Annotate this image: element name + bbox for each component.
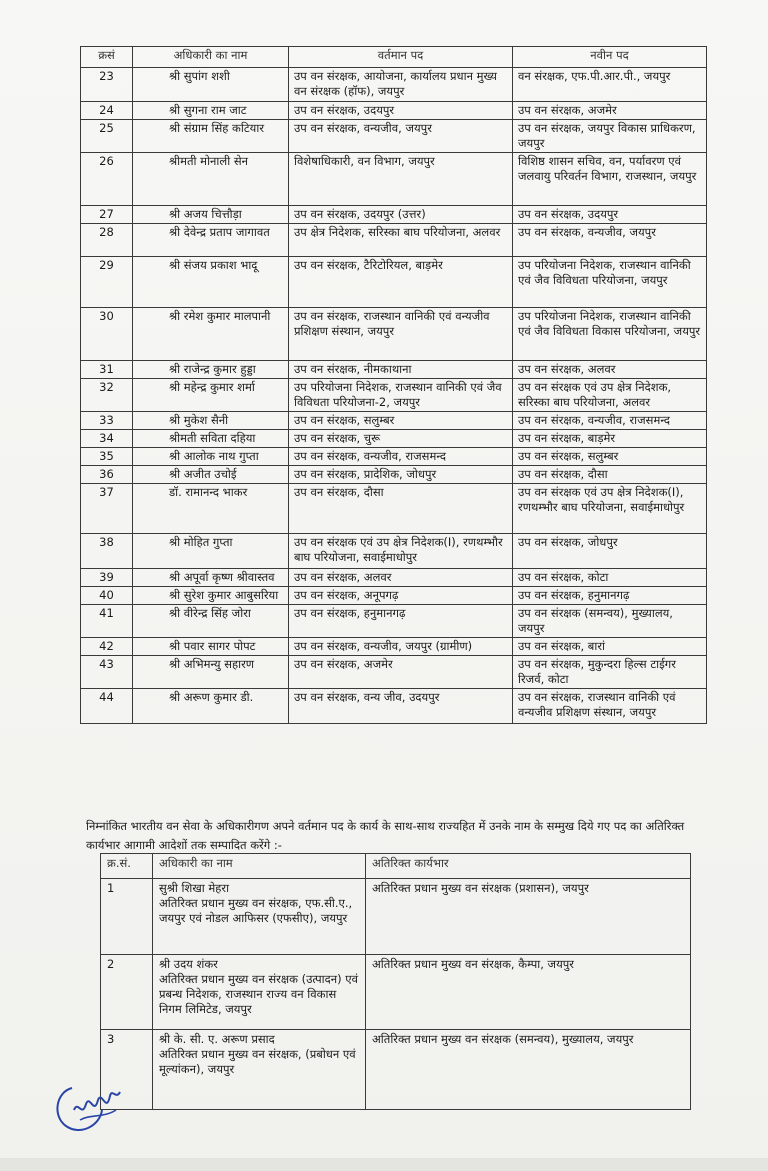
new-post-cell: उप वन संरक्षक एवं उप क्षेत्र निदेशक(I), रणथम्भौर बाघ परियोजना, सवाईमाधोपुर xyxy=(513,484,707,534)
new-post-cell: उप वन संरक्षक, कोटा xyxy=(513,569,707,587)
table-row xyxy=(81,587,707,605)
current-post-cell: उप परियोजना निदेशक, राजस्थान वानिकी एवं जैव विविधता परियोजना-2, जयपुर xyxy=(289,379,513,412)
sr-cell: 44 xyxy=(81,689,133,724)
additional-charge-cell: अतिरिक्त प्रधान मुख्य वन संरक्षक (प्रशासन), जयपुर xyxy=(366,879,691,955)
new-post-cell: उप वन संरक्षक, जोधपुर xyxy=(513,534,707,569)
header-current-post: वर्तमान पद xyxy=(289,47,513,68)
sr-cell: 40 xyxy=(81,587,133,605)
sr-cell: 36 xyxy=(81,466,133,484)
page-bottom-edge xyxy=(0,1158,768,1171)
header-new-post: नवीन पद xyxy=(513,47,707,68)
sr-cell: 30 xyxy=(81,308,133,361)
officer-name-cell: श्री आलोक नाथ गुप्ता xyxy=(133,448,289,466)
table-row xyxy=(81,120,707,153)
officer-name-cell: डॉ. रामानन्द भाकर xyxy=(133,484,289,534)
officer-name-cell: श्री राजेन्द्र कुमार हुड्डा xyxy=(133,361,289,379)
sr-cell: 35 xyxy=(81,448,133,466)
sr-cell: 26 xyxy=(81,153,133,206)
header-name: अधिकारी का नाम xyxy=(153,854,366,879)
current-post-cell: उप क्षेत्र निदेशक, सरिस्का बाघ परियोजना, अलवर xyxy=(289,224,513,257)
sr-cell: 1 xyxy=(101,879,153,955)
officer-name-cell: श्री सुपांग शशी xyxy=(133,68,289,102)
officer-name-cell: श्री महेन्द्र कुमार शर्मा xyxy=(133,379,289,412)
table-row xyxy=(81,605,707,638)
table-row xyxy=(81,68,707,102)
officer-name-cell: श्री अभिमन्यु सहारण xyxy=(133,656,289,689)
sr-cell: 39 xyxy=(81,569,133,587)
officer-name-cell: श्री मोहित गुप्ता xyxy=(133,534,289,569)
sr-cell: 38 xyxy=(81,534,133,569)
new-post-cell: उप परियोजना निदेशक, राजस्थान वानिकी एवं जैव विविधता विकास परियोजना, जयपुर xyxy=(513,308,707,361)
current-post-cell: विशेषाधिकारी, वन विभाग, जयपुर xyxy=(289,153,513,206)
officer-current-post: अतिरिक्त प्रधान मुख्य वन संरक्षक, एफ.सी.ए., जयपुर एवं नोडल आफिसर (एफसीए), जयपुर xyxy=(159,896,353,925)
current-post-cell: उप वन संरक्षक, अजमेर xyxy=(289,656,513,689)
sr-cell: 33 xyxy=(81,412,133,430)
additional-charge-table xyxy=(100,853,691,1110)
additional-charge-note: निम्नांकित भारतीय वन सेवा के अधिकारीगण अपने वर्तमान पद के कार्य के साथ-साथ राज्यहित में उनके नाम के सम्मुख दिये गए पद का अतिरिक्त कार्यभार आगामी आदेशों तक सम्पादित करेंगे :- xyxy=(86,818,685,852)
current-post-cell: उप वन संरक्षक, उदयपुर xyxy=(289,102,513,120)
table-row xyxy=(81,689,707,724)
current-post-cell: उप वन संरक्षक, वन्यजीव, राजसमन्द xyxy=(289,448,513,466)
current-post-cell: उप वन संरक्षक, वन्यजीव, जयपुर xyxy=(289,120,513,153)
new-post-cell: उप वन संरक्षक, वन्यजीव, राजसमन्द xyxy=(513,412,707,430)
new-post-cell: उप वन संरक्षक, दौसा xyxy=(513,466,707,484)
officer-name: श्री के. सी. ए. अरूण प्रसाद xyxy=(159,1032,275,1046)
additional-charge-table-body xyxy=(101,879,691,1110)
new-post-cell: उप वन संरक्षक एवं उप क्षेत्र निदेशक, सरिस्का बाघ परियोजना, अलवर xyxy=(513,379,707,412)
table-row xyxy=(81,656,707,689)
table-row xyxy=(81,379,707,412)
current-post-cell: उप वन संरक्षक, प्रादेशिक, जोधपुर xyxy=(289,466,513,484)
officer-cell xyxy=(153,955,366,1030)
current-post-cell: उप वन संरक्षक, वन्य जीव, उदयपुर xyxy=(289,689,513,724)
new-post-cell: उप वन संरक्षक, राजस्थान वानिकी एवं वन्यजीव प्रशिक्षण संस्थान, जयपुर xyxy=(513,689,707,724)
officer-name-cell: श्री अजीत उचोई xyxy=(133,466,289,484)
table-row xyxy=(81,257,707,308)
table-row xyxy=(81,102,707,120)
current-post-cell: उप वन संरक्षक, दौसा xyxy=(289,484,513,534)
table-row xyxy=(81,153,707,206)
table-row xyxy=(81,206,707,224)
new-post-cell: उप परियोजना निदेशक, राजस्थान वानिकी एवं जैव विविधता परियोजना, जयपुर xyxy=(513,257,707,308)
table-row xyxy=(81,466,707,484)
table-row xyxy=(101,955,691,1030)
current-post-cell: उप वन संरक्षक, नीमकाथाना xyxy=(289,361,513,379)
sr-cell: 42 xyxy=(81,638,133,656)
table-row xyxy=(81,224,707,257)
current-post-cell: उप वन संरक्षक, चुरू xyxy=(289,430,513,448)
table-row xyxy=(81,361,707,379)
sr-cell: 29 xyxy=(81,257,133,308)
new-post-cell: उप वन संरक्षक, वन्यजीव, जयपुर xyxy=(513,224,707,257)
current-post-cell: उप वन संरक्षक, उदयपुर (उत्तर) xyxy=(289,206,513,224)
signature-mark xyxy=(50,1070,130,1140)
header-sr: क्रसं xyxy=(81,47,133,68)
officer-name-cell: श्री सुगना राम जाट xyxy=(133,102,289,120)
table-row xyxy=(81,430,707,448)
header-additional-charge: अतिरिक्त कार्यभार xyxy=(366,854,691,879)
sr-cell: 25 xyxy=(81,120,133,153)
new-post-cell: विशिष्ठ शासन सचिव, वन, पर्यावरण एवं जलवायु परिवर्तन विभाग, राजस्थान, जयपुर xyxy=(513,153,707,206)
sr-cell: 41 xyxy=(81,605,133,638)
new-post-cell: उप वन संरक्षक, अलवर xyxy=(513,361,707,379)
sr-cell: 2 xyxy=(101,955,153,1030)
current-post-cell: उप वन संरक्षक, अनूपगढ़ xyxy=(289,587,513,605)
header-name: अधिकारी का नाम xyxy=(133,47,289,68)
table-header-row xyxy=(101,854,691,879)
current-post-cell: उप वन संरक्षक, सलुम्बर xyxy=(289,412,513,430)
officer-name: श्री उदय शंकर xyxy=(159,957,218,971)
officer-name-cell: श्री संजय प्रकाश भादू xyxy=(133,257,289,308)
new-post-cell: उप वन संरक्षक, उदयपुर xyxy=(513,206,707,224)
table-row xyxy=(101,879,691,955)
officer-name-cell: श्रीमती सविता दहिया xyxy=(133,430,289,448)
table-row xyxy=(81,308,707,361)
additional-charge-cell: अतिरिक्त प्रधान मुख्य वन संरक्षक (समन्वय), मुख्यालय, जयपुर xyxy=(366,1030,691,1110)
officer-name-cell: श्री अजय चित्तौड़ा xyxy=(133,206,289,224)
sr-cell: 3 xyxy=(101,1030,153,1110)
officer-cell xyxy=(153,879,366,955)
officer-name: सुश्री शिखा मेहरा xyxy=(159,881,230,895)
officer-name-cell: श्री अपूर्वा कृष्ण श्रीवास्तव xyxy=(133,569,289,587)
officer-name-cell: श्री पवार सागर पोपट xyxy=(133,638,289,656)
sr-cell: 43 xyxy=(81,656,133,689)
officer-name-cell: श्रीमती मोनाली सेन xyxy=(133,153,289,206)
table-row xyxy=(81,448,707,466)
officer-cell xyxy=(153,1030,366,1110)
sr-cell: 31 xyxy=(81,361,133,379)
table-row xyxy=(81,569,707,587)
table-row xyxy=(81,484,707,534)
current-post-cell: उप वन संरक्षक, वन्यजीव, जयपुर (ग्रामीण) xyxy=(289,638,513,656)
sr-cell: 37 xyxy=(81,484,133,534)
current-post-cell: उप वन संरक्षक, राजस्थान वानिकी एवं वन्यजीव प्रशिक्षण संस्थान, जयपुर xyxy=(289,308,513,361)
transfer-table xyxy=(80,46,707,724)
sr-cell: 24 xyxy=(81,102,133,120)
new-post-cell: उप वन संरक्षक, जयपुर विकास प्राधिकरण, जयपुर xyxy=(513,120,707,153)
transfer-table-body xyxy=(81,68,707,724)
new-post-cell: उप वन संरक्षक, बाड़मेर xyxy=(513,430,707,448)
sr-cell: 23 xyxy=(81,68,133,102)
officer-name-cell: श्री मुकेश सैनी xyxy=(133,412,289,430)
current-post-cell: उप वन संरक्षक एवं उप क्षेत्र निदेशक(I), रणथम्भौर बाघ परियोजना, सवाईमाधोपुर xyxy=(289,534,513,569)
sr-cell: 28 xyxy=(81,224,133,257)
current-post-cell: उप वन संरक्षक, टैरिटोरियल, बाड़मेर xyxy=(289,257,513,308)
current-post-cell: उप वन संरक्षक, अलवर xyxy=(289,569,513,587)
officer-current-post: अतिरिक्त प्रधान मुख्य वन संरक्षक (उत्पादन) एवं प्रबन्ध निदेशक, राजस्थान राज्य वन विकास निगम लिमिटेड, जयपुर xyxy=(159,972,359,1016)
header-sr: क्र.सं. xyxy=(101,854,153,879)
new-post-cell: उप वन संरक्षक, सलुम्बर xyxy=(513,448,707,466)
new-post-cell: उप वन संरक्षक, बारां xyxy=(513,638,707,656)
new-post-cell: उप वन संरक्षक, हनुमानगढ़ xyxy=(513,587,707,605)
officer-name-cell: श्री संग्राम सिंह कटियार xyxy=(133,120,289,153)
officer-name-cell: श्री अरूण कुमार डी. xyxy=(133,689,289,724)
officer-name-cell: श्री देवेन्द्र प्रताप जागावत xyxy=(133,224,289,257)
officer-name-cell: श्री वीरेन्द्र सिंह जोरा xyxy=(133,605,289,638)
table-row xyxy=(101,1030,691,1110)
officer-name-cell: श्री रमेश कुमार मालपानी xyxy=(133,308,289,361)
table-header-row xyxy=(81,47,707,68)
new-post-cell: वन संरक्षक, एफ.पी.आर.पी., जयपुर xyxy=(513,68,707,102)
table-row xyxy=(81,638,707,656)
new-post-cell: उप वन संरक्षक (समन्वय), मुख्यालय, जयपुर xyxy=(513,605,707,638)
current-post-cell: उप वन संरक्षक, हनुमानगढ़ xyxy=(289,605,513,638)
new-post-cell: उप वन संरक्षक, मुकुन्दरा हिल्स टाईगर रिजर्व, कोटा xyxy=(513,656,707,689)
additional-charge-cell: अतिरिक्त प्रधान मुख्य वन संरक्षक, कैम्पा, जयपुर xyxy=(366,955,691,1030)
new-post-cell: उप वन संरक्षक, अजमेर xyxy=(513,102,707,120)
sr-cell: 32 xyxy=(81,379,133,412)
sr-cell: 27 xyxy=(81,206,133,224)
officer-current-post: अतिरिक्त प्रधान मुख्य वन संरक्षक, (प्रबोधन एवं मूल्यांकन), जयपुर xyxy=(159,1047,356,1076)
sr-cell: 34 xyxy=(81,430,133,448)
table-row xyxy=(81,412,707,430)
current-post-cell: उप वन संरक्षक, आयोजना, कार्यालय प्रधान मुख्य वन संरक्षक (हॉफ), जयपुर xyxy=(289,68,513,102)
table-row xyxy=(81,534,707,569)
officer-name-cell: श्री सुरेश कुमार आबुसरिया xyxy=(133,587,289,605)
